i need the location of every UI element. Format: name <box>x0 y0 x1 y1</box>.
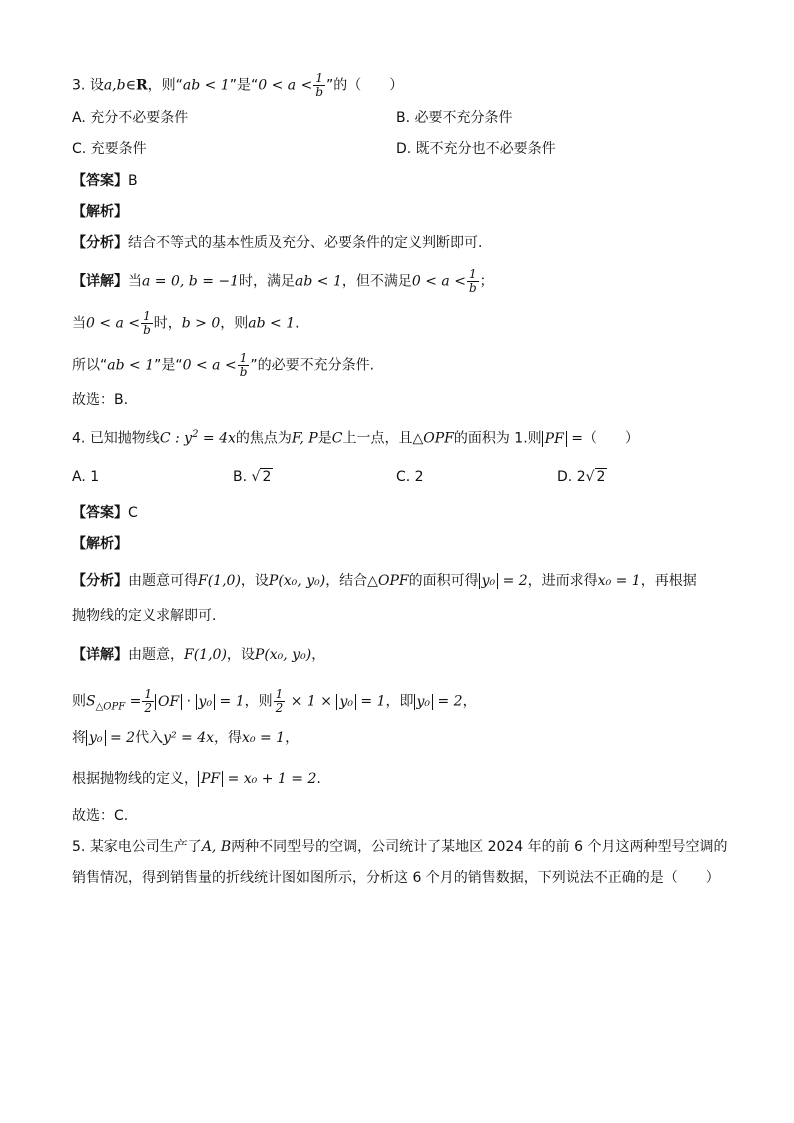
q5-stem-2: 销售情况，得到销售量的折线统计图如图所示，分析这 6 个月的销售数据，下列说法不正确的是（ ） <box>72 870 720 886</box>
q4-option-d: D. 2√ 2 <box>557 469 606 485</box>
q5-stem-1: 5. 某家电公司生产了A, B两种不同型号的空调，公司统计了某地区 2024 年的前 6 个月这两种型号空调的 <box>72 839 728 855</box>
q3-option-a: A. 充分不必要条件 <box>72 110 189 126</box>
fraction-1-over-b: $\frac{1}{b}$ <box>468 267 477 295</box>
fraction-1-over-b: $\frac{1}{b}$ <box>239 351 248 379</box>
q3-choose: 故选：B. <box>72 392 129 408</box>
q4-fenxi-1: 【分析】由题意可得F(1,0)，设P(x₀, y₀)，结合△OPF的面积可得 y₀ = 2，进而求得x₀ = 1，再根据 <box>72 573 697 589</box>
q4-answer: 【答案】C <box>72 505 138 521</box>
sqrt-icon: √ <box>585 469 595 485</box>
fraction-1-over-b: $\frac{1}{b}$ <box>143 309 151 337</box>
q3-option-d: D. 既不充分也不必要条件 <box>396 141 556 157</box>
q4-analysis-heading: 【解析】 <box>72 536 128 552</box>
q4-stem: 4. 已知抛物线C : $y^2 = 4x$的焦点为F, P是C上一点，且△OPF的面积为 1.则 PF =（ ） <box>72 429 639 447</box>
q4-detail-4: 根据抛物线的定义， PF = x₀ + 1 = 2. <box>72 771 321 787</box>
sqrt-icon: √ <box>251 469 261 485</box>
q4-detail-1: 【详解】由题意，F(1,0)，设P(x₀, y₀)， <box>72 647 326 663</box>
q4-option-a: A. 1 <box>72 469 100 485</box>
q3-detail-2: 当0 < a < $\frac{1}{b}$ 时，b > 0，则ab < 1. <box>72 309 300 337</box>
q3-analysis-heading: 【解析】 <box>72 204 128 220</box>
q3-option-c: C. 充要条件 <box>72 141 147 157</box>
q3-detail-1: 【详解】当a = 0, b = −1时，满足ab < 1，但不满足0 < a < $\frac{1}{b}$ ； <box>72 267 494 295</box>
fraction-1-over-b: $\frac{1}{b}$ <box>315 71 323 99</box>
q4-fenxi-2: 抛物线的定义求解即可. <box>72 608 217 624</box>
fraction-1-over-2: $\frac{1}{2}$ <box>275 687 284 715</box>
q3-answer: 【答案】B <box>72 173 138 189</box>
q3-option-b: B. 必要不充分条件 <box>396 110 513 126</box>
q4-choose: 故选：C. <box>72 808 129 824</box>
q3-stem: 3. 设a,b∈R，则“ab < 1”是“0 < a < $\frac{1}{b}$ ”的（ ） <box>72 71 404 99</box>
fraction-1-over-2: $\frac{1}{2}$ <box>144 687 152 715</box>
q3-detail-3: 所以“ab < 1”是“0 < a < $\frac{1}{b}$ ”的必要不充分条件. <box>72 351 375 379</box>
q4-option-c: C. 2 <box>396 469 424 485</box>
q4-option-b: B. √ 2 <box>233 469 272 485</box>
q4-detail-3: 将 y₀ = 2代入y² = 4x，得x₀ = 1， <box>72 730 300 746</box>
q3-fenxi: 【分析】结合不等式的基本性质及充分、必要条件的定义判断即可. <box>72 235 483 251</box>
q4-detail-2: 则$S_{\triangle OPF}$ = $\frac{1}{2}$ OF · y₀ = 1，则 $\frac{1}{2}$ × 1 × y₀ = 1，即 y₀ = 2， <box>72 687 477 715</box>
